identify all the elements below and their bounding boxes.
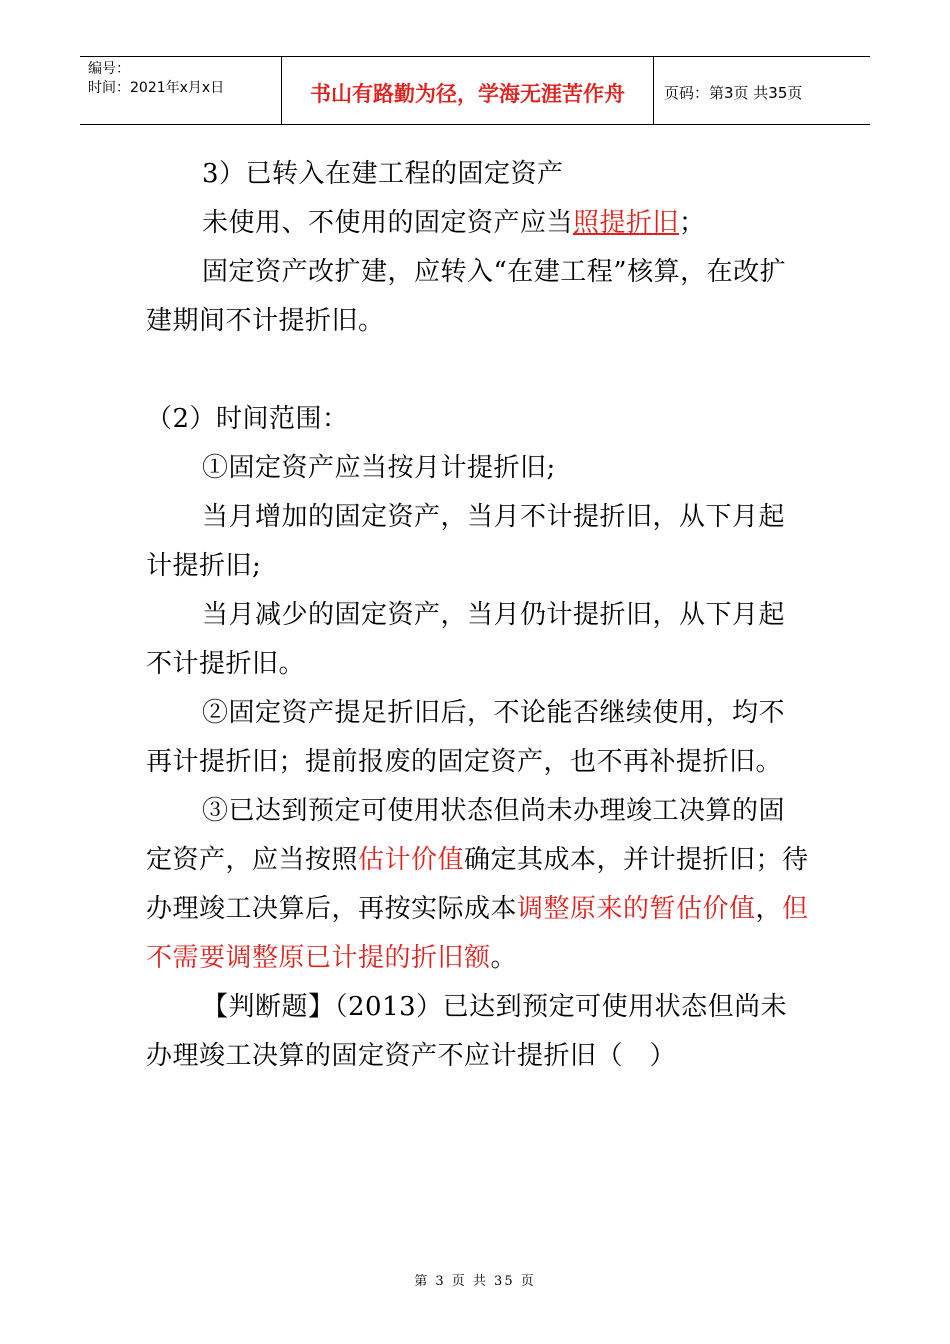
text-segment: ③已达到预定可使用状态但尚未办理竣工决算的固定资产，应当按照	[146, 796, 786, 875]
header-motto: 书山有路勤为径，学海无涯苦作舟	[282, 57, 654, 124]
spacer	[146, 346, 810, 395]
text-segment: ；	[679, 208, 706, 238]
highlight-adjust-estimate: 调整原来的暂估价值	[517, 894, 756, 924]
paragraph-month-decrease: 当月减少的固定资产，当月仍计提折旧，从下月起不计提折旧。	[146, 600, 786, 679]
text-segment: ，	[755, 894, 783, 924]
text-segment: 未使用、不使用的固定资产应当	[202, 208, 574, 238]
header-meta-cell	[80, 57, 282, 124]
paragraph-unused-assets	[146, 199, 810, 248]
highlight-estimated-value: 估计价值	[358, 845, 465, 875]
page-header	[80, 56, 870, 125]
time-label: 时间：2021年x月x日	[88, 80, 225, 96]
document-body	[146, 150, 810, 1081]
highlight-no-adjust: 但不需要调整原已计提的折旧额	[146, 894, 809, 973]
page-footer: 第 3 页 共 35 页	[414, 1274, 536, 1289]
text-segment: 确定其成本，并计提折旧；待办理竣工决算后，再按实际成本	[146, 845, 809, 924]
paragraph-judgment-question: 【判断题】（2013）已达到预定可使用状态但尚未办理竣工决算的固定资产不应计提折旧（ ）	[146, 992, 788, 1071]
paragraph-estimated-value	[146, 787, 810, 983]
paragraph-month-increase: 当月增加的固定资产，当月不计提折旧，从下月起计提折旧;	[146, 502, 786, 581]
text-segment: 。	[490, 943, 518, 973]
paragraph-fully-depreciated: ②固定资产提足折旧后，不论能否继续使用，均不再计提折旧；提前报废的固定资产，也不再补提折旧。	[146, 698, 786, 777]
paragraph-monthly: ①固定资产应当按月计提折旧;	[202, 453, 556, 483]
paragraph-item-3: 3）已转入在建工程的固定资产	[202, 159, 564, 189]
paragraph-renovation: 固定资产改扩建，应转入“在建工程”核算，在改扩建期间不计提折旧。	[146, 257, 787, 336]
highlight-depreciate: 照提折旧	[573, 208, 680, 238]
section-heading-time-range: （2）时间范围：	[146, 404, 349, 434]
number-label: 编号：	[88, 61, 130, 77]
header-page-info: 页码：第3页 共35页	[664, 84, 803, 102]
